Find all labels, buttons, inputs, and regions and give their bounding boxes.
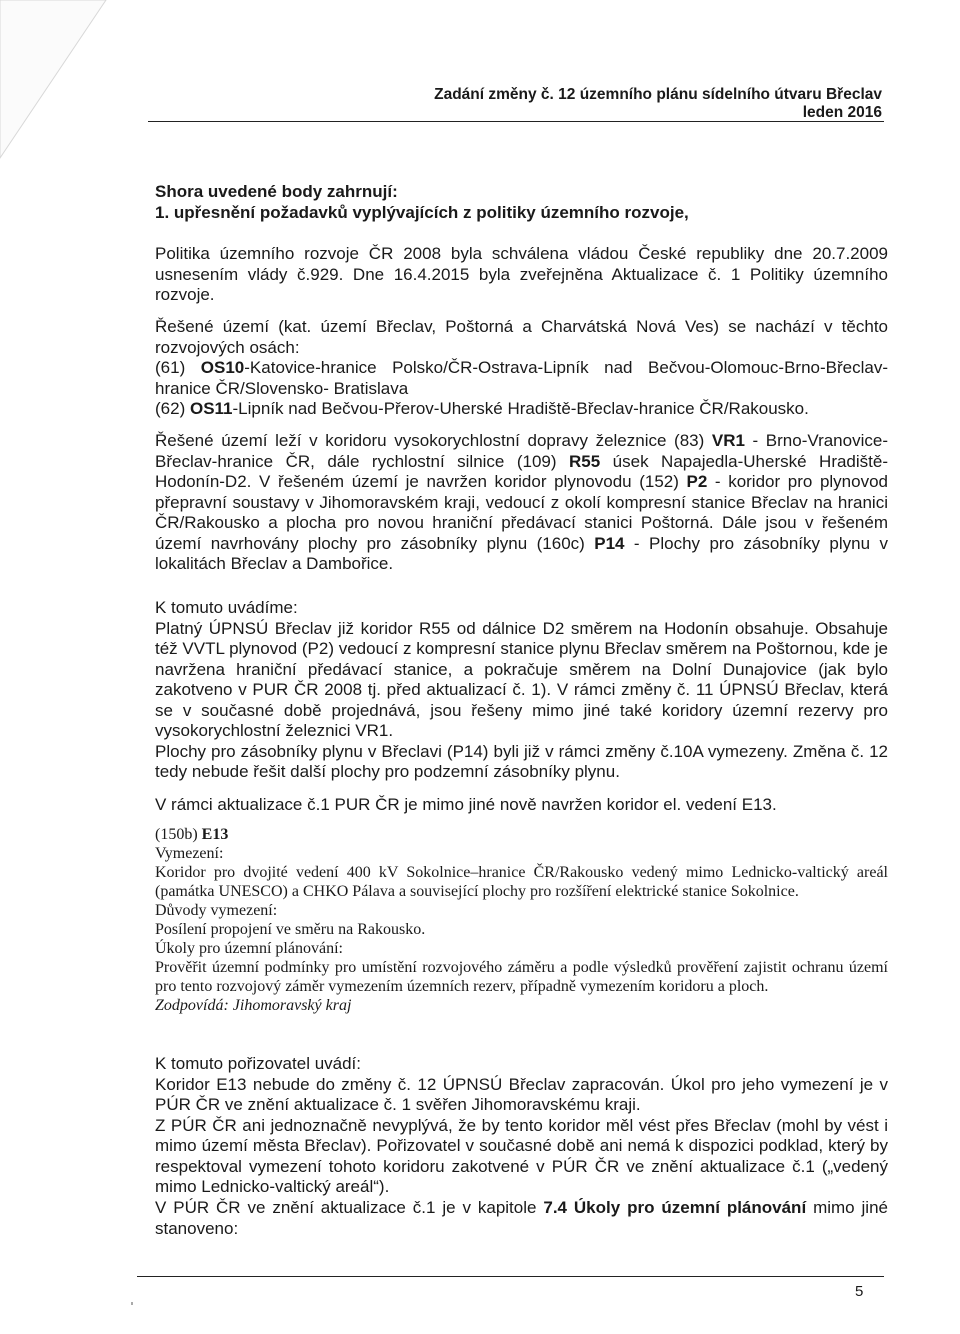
paragraph-aktualizace: V rámci aktualizace č.1 PUR ČR je mimo jiné nově navržen koridor el. vedení E13.: [155, 795, 777, 814]
os11-line: (62) OS11-Lipník nad Bečvou-Přerov-Uherské Hradiště-Břeclav-hranice ČR/Rakousko.: [155, 399, 809, 418]
paragraph-reseni: Řešené území (kat. území Břeclav, Poštorná a Charvátská Nová Ves) se nachází v těchto rozvojových osách: (61) OS10-Katovice-hranice Polsko/ČR-Ostrava-Lipník nad Bečvou-Olomouc-Brno-Břeclav-hranice ČR/Slovensko- Bratislava (62) OS11-Lipník nad Bečvou-Přerov-Uherské Hradiště-Břeclav-hranice ČR/Rakousko.: [155, 317, 888, 418]
os10-line: (61) OS10-Katovice-hranice Polsko/ČR-Ostrava-Lipník nad Bečvou-Olomouc-Brno-Břeclav-hranice ČR/Slovensko- Bratislava: [155, 358, 888, 398]
intro-heading: Shora uvedené body zahrnují:: [155, 182, 398, 201]
paragraph-uvadime: K tomuto uvádíme: Platný ÚPNSÚ Břeclav již koridor R55 od dálnice D2 směrem na Hodonín obsahuje. Obsahuje též VVTL plynovod (P2) vedoucí z kompresní stanice plynu Břeclav směrem na Poštornou, kde je navržena hraniční předávací stanice, a pokračuje směrem na Dolní Dunajovice (jak bylo zakotveno v PUR ČR 2008 tj. před aktualizací č. 1). V rámci změny č. 11 ÚPNSÚ Břeclav, která se v současné době projednává, jsou řešeny mimo jiné také koridory územní rezervy pro vysokorychlostní železnici VR1. Plochy pro zásobníky plynu v Břeclavi (P14) byli již v rámci změny č.10A vymezeny. Změna č. 12 tedy nebude řešit další plochy pro podzemní zásobníky plynu.: [155, 598, 888, 781]
paragraph-koridor: Řešené území leží v koridoru vysokorychlostní dopravy železnice (83) VR1 - Brno-Vranovice-Břeclav-hranice ČR, dále rychlostní silnice (109) R55 úsek Napajedla-Uherské Hradiště-Hodonín-D2. V řešeném území je navržen koridor plynovodu (152) P2 - koridor pro plynovod přepravní soustavy v Jihomoravském kraji, vedoucí z okolí kompresní stanice Břeclav na hranici ČR/Rakousko a plocha pro novou hraniční předávací stanici Poštorná. Dále jsou v řešeném území navrhovány plochy pro zásobníky plynu (160c) P14 - Plochy pro zásobníky plynu v lokalitách Břeclav a Dambořice.: [155, 431, 889, 573]
e13-quote: (150b) E13 Vymezení: Koridor pro dvojité vedení 400 kV Sokolnice–hranice ČR/Rakousko vedený mimo Lednicko-valtický areál (památka UNESCO) a CHKO Pálava a související plochy pro rozšíření elektrické stanice Sokolnice. Důvody vymezení: Posílení propojení ve směru na Rakousko. Úkoly pro územní plánování: Prověřit územní podmínky pro umístění rozvojového záměru a podle výsledků prověření zajistit ochranu území pro tento rozvojový záměr vymezením územních rezerv, případně vymezením koridoru a ploch. Zodpovídá: Jihomoravský kraj: [155, 826, 888, 1014]
page-number: 5: [855, 1283, 864, 1300]
intro-item: 1. upřesnění požadavků vyplývajících z politiky územního rozvoje,: [155, 203, 689, 222]
uvadime-heading: K tomuto uvádíme:: [155, 598, 298, 617]
scan-corner-fold: [0, 0, 120, 180]
header-title: Zadání změny č. 12 územního plánu sídelního útvaru Břeclav: [434, 86, 882, 103]
footer-rule: [137, 1276, 884, 1277]
paragraph-closing: V PÚR ČR ve znění aktualizace č.1 je v kapitole 7.4 Úkoly pro územní plánování mimo jiné stanoveno:: [155, 1198, 888, 1238]
porizovatel-heading: K tomuto pořizovatel uvádí:: [155, 1054, 362, 1073]
paragraph-politika: Politika územního rozvoje ČR 2008 byla schválena vládou České republiky dne 20.7.2009 usnesením vlády č.929. Dne 16.4.2015 byla zveřejněna Aktualizace č. 1 Politiky územního rozvoje.: [155, 244, 888, 304]
paragraph-porizovatel: K tomuto pořizovatel uvádí: Koridor E13 nebude do změny č. 12 ÚPNSÚ Břeclav zapracován. Úkol pro jeho vymezení je v PÚR ČR ve znění aktualizace č. 1 svěřen Jihomoravskému kraji. Z PÚR ČR ani jednoznačně nevyplývá, že by tento koridor měl vést přes Břeclav (mohl by vést i mimo území města Břeclav). Pořizovatel v současné době ani nemá k dispozici podklad, který by respektoval vymezení tohoto koridoru zakotvené v PÚR ČR ve znění aktualizace č.1 („vedený mimo Lednicko-valtický areál“).: [155, 1054, 888, 1196]
header-rule: [148, 121, 884, 122]
header-date: leden 2016: [802, 104, 882, 121]
scan-speck: [131, 1302, 133, 1305]
